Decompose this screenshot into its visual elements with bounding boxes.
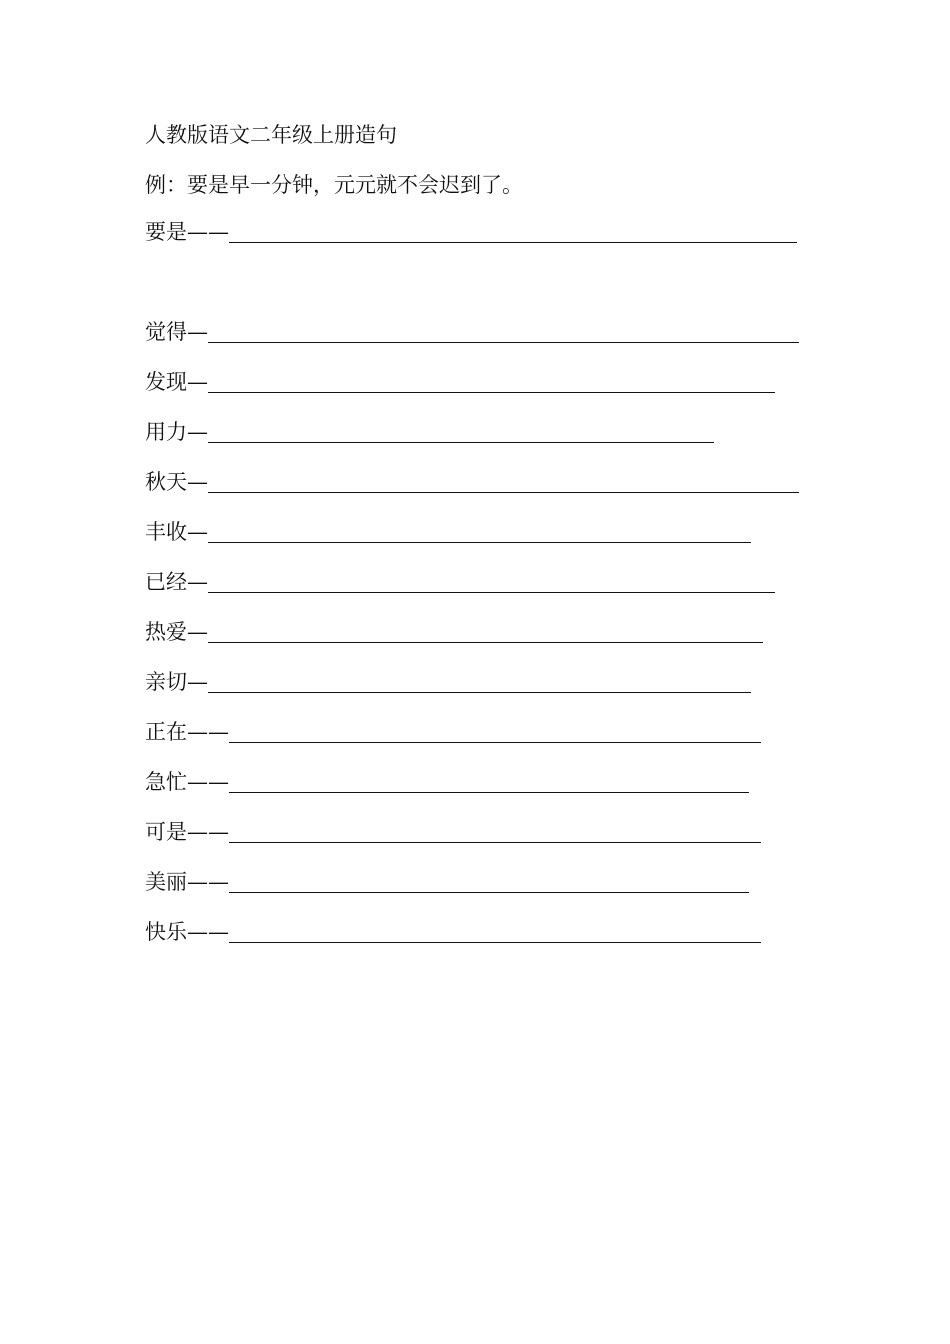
exercise-prompt: 发现— <box>145 370 208 394</box>
answer-blank[interactable] <box>208 542 751 543</box>
answer-blank[interactable] <box>229 242 797 243</box>
exercise-prompt: 热爱— <box>145 620 208 644</box>
exercise-row <box>145 816 761 846</box>
exercise-prompt: 正在—— <box>145 720 229 744</box>
answer-blank[interactable] <box>208 592 775 593</box>
answer-blank[interactable] <box>229 842 761 843</box>
answer-blank[interactable] <box>208 442 714 443</box>
answer-blank[interactable] <box>229 742 761 743</box>
example-sentence: 例：要是早一分钟，元元就不会迟到了。 <box>145 173 523 197</box>
exercise-row <box>145 766 749 796</box>
exercise-row <box>145 566 775 596</box>
answer-blank[interactable] <box>208 392 775 393</box>
exercise-row <box>145 616 763 646</box>
exercise-prompt: 急忙—— <box>145 770 229 794</box>
answer-blank[interactable] <box>229 892 749 893</box>
exercise-row <box>145 316 799 346</box>
exercise-row <box>145 666 751 696</box>
exercise-prompt: 觉得— <box>145 320 208 344</box>
answer-blank[interactable] <box>229 792 749 793</box>
exercise-row <box>145 866 749 896</box>
answer-blank[interactable] <box>208 642 763 643</box>
page-title: 人教版语文二年级上册造句 <box>145 123 397 147</box>
exercise-row <box>145 516 751 546</box>
answer-blank[interactable] <box>229 942 761 943</box>
answer-blank[interactable] <box>208 692 751 693</box>
exercise-row <box>145 466 799 496</box>
exercise-prompt: 快乐—— <box>145 920 229 944</box>
exercise-prompt: 用力— <box>145 420 208 444</box>
answer-blank[interactable] <box>208 342 799 343</box>
exercise-prompt: 美丽—— <box>145 870 229 894</box>
exercise-row <box>145 716 761 746</box>
exercise-prompt: 要是—— <box>145 220 229 244</box>
exercise-row <box>145 366 775 396</box>
exercise-row <box>145 916 761 946</box>
exercise-prompt: 丰收— <box>145 520 208 544</box>
exercise-row <box>145 416 714 446</box>
exercise-prompt: 可是—— <box>145 820 229 844</box>
exercise-prompt: 亲切— <box>145 670 208 694</box>
exercise-prompt: 秋天— <box>145 470 208 494</box>
answer-blank[interactable] <box>208 492 799 493</box>
exercise-prompt: 已经— <box>145 570 208 594</box>
exercise-row <box>145 216 797 246</box>
